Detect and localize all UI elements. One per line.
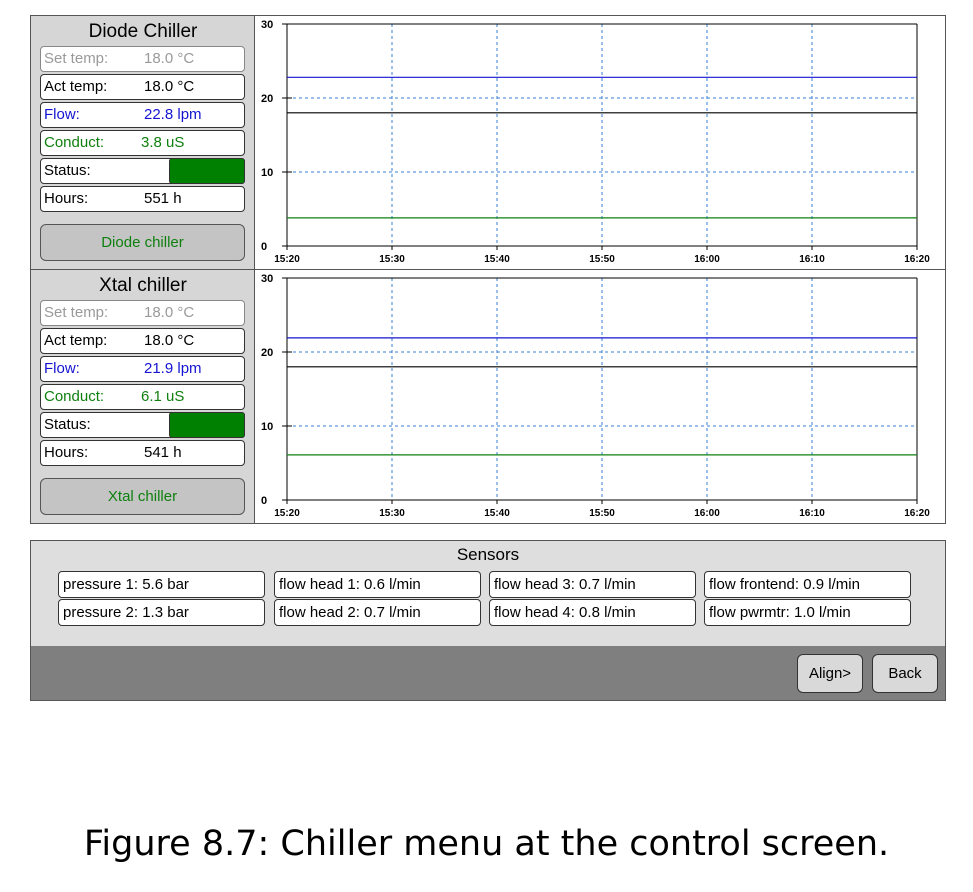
diode-chiller-sidebar (31, 16, 255, 269)
conduct-value: 3.8 uS (141, 134, 185, 151)
act-temp-label: Act temp: (44, 332, 108, 349)
flow-label: Flow: (44, 106, 80, 123)
flow-value: 21.9 lpm (144, 360, 202, 377)
flow-field (40, 102, 245, 128)
hours-label: Hours: (44, 190, 89, 207)
x-tick-label: 16:20 (904, 508, 930, 519)
y-tick-label: 30 (261, 273, 274, 285)
flow-head-4-readout: flow head 4: 0.8 l/min (489, 599, 696, 626)
x-tick-label: 15:30 (379, 254, 405, 265)
hours-value: 551 h (144, 190, 182, 207)
y-tick-label: 10 (261, 421, 274, 433)
y-tick-label: 20 (261, 93, 274, 105)
pressure-1-readout: pressure 1: 5.6 bar (58, 571, 265, 598)
diode-chiller-chart (257, 16, 945, 269)
act-temp-label: Act temp: (44, 78, 108, 95)
status-label: Status: (44, 416, 91, 433)
xtal-chiller-chart (257, 270, 945, 523)
x-tick-label: 15:20 (274, 508, 300, 519)
act-temp-field (40, 328, 245, 354)
figure-caption: Figure 8.7: Chiller menu at the control screen. (83, 824, 890, 864)
status-indicator (169, 158, 245, 184)
diode-chiller-title: Diode Chiller (88, 21, 198, 42)
flow-value: 22.8 lpm (144, 106, 202, 123)
bottom-toolbar (30, 646, 946, 701)
y-tick-label: 0 (261, 241, 268, 253)
status-field (40, 158, 245, 184)
y-tick-label: 10 (261, 167, 274, 179)
x-tick-label: 16:00 (694, 508, 720, 519)
act-temp-field (40, 74, 245, 100)
hours-field (40, 440, 245, 466)
x-tick-label: 15:40 (484, 508, 510, 519)
conduct-field (40, 130, 245, 156)
sensors-title: Sensors (456, 545, 520, 564)
x-tick-label: 15:20 (274, 254, 300, 265)
xtal-chiller-button[interactable]: Xtal chiller (40, 478, 245, 515)
conduct-label: Conduct: (44, 134, 105, 151)
flow-label: Flow: (44, 360, 80, 377)
flow-head-1-readout: flow head 1: 0.6 l/min (274, 571, 481, 598)
x-tick-label: 16:20 (904, 254, 930, 265)
status-label: Status: (44, 162, 91, 179)
x-tick-label: 15:40 (484, 254, 510, 265)
y-tick-label: 30 (261, 19, 274, 31)
status-field (40, 412, 245, 438)
diode-chiller-panel (30, 15, 946, 270)
flow-frontend-readout: flow frontend: 0.9 l/min (704, 571, 911, 598)
flow-pwrmtr-readout: flow pwrmtr: 1.0 l/min (704, 599, 911, 626)
xtal-chiller-sidebar (31, 270, 255, 523)
act-temp-value: 18.0 °C (144, 332, 195, 349)
x-tick-label: 15:30 (379, 508, 405, 519)
align-button[interactable]: Align> (797, 654, 863, 693)
conduct-label: Conduct: (44, 388, 105, 405)
set-temp-field (40, 46, 245, 72)
x-tick-label: 15:50 (589, 508, 615, 519)
set-temp-label: Set temp: (44, 50, 109, 67)
set-temp-value: 18.0 °C (144, 50, 195, 67)
xtal-chiller-title: Xtal chiller (99, 275, 187, 296)
set-temp-field (40, 300, 245, 326)
flow-head-2-readout: flow head 2: 0.7 l/min (274, 599, 481, 626)
xtal-chiller-panel (30, 269, 946, 524)
sensors-panel (30, 540, 946, 646)
set-temp-value: 18.0 °C (144, 304, 195, 321)
act-temp-value: 18.0 °C (144, 78, 195, 95)
set-temp-label: Set temp: (44, 304, 109, 321)
y-tick-label: 20 (261, 347, 274, 359)
y-tick-label: 0 (261, 495, 268, 507)
hours-field (40, 186, 245, 212)
flow-field (40, 356, 245, 382)
pressure-2-readout: pressure 2: 1.3 bar (58, 599, 265, 626)
x-tick-label: 16:10 (799, 254, 825, 265)
conduct-field (40, 384, 245, 410)
hours-label: Hours: (44, 444, 89, 461)
x-tick-label: 15:50 (589, 254, 615, 265)
back-button[interactable]: Back (872, 654, 938, 693)
diode-chiller-button[interactable]: Diode chiller (40, 224, 245, 261)
x-tick-label: 16:00 (694, 254, 720, 265)
x-tick-label: 16:10 (799, 508, 825, 519)
conduct-value: 6.1 uS (141, 388, 185, 405)
status-indicator (169, 412, 245, 438)
hours-value: 541 h (144, 444, 182, 461)
flow-head-3-readout: flow head 3: 0.7 l/min (489, 571, 696, 598)
